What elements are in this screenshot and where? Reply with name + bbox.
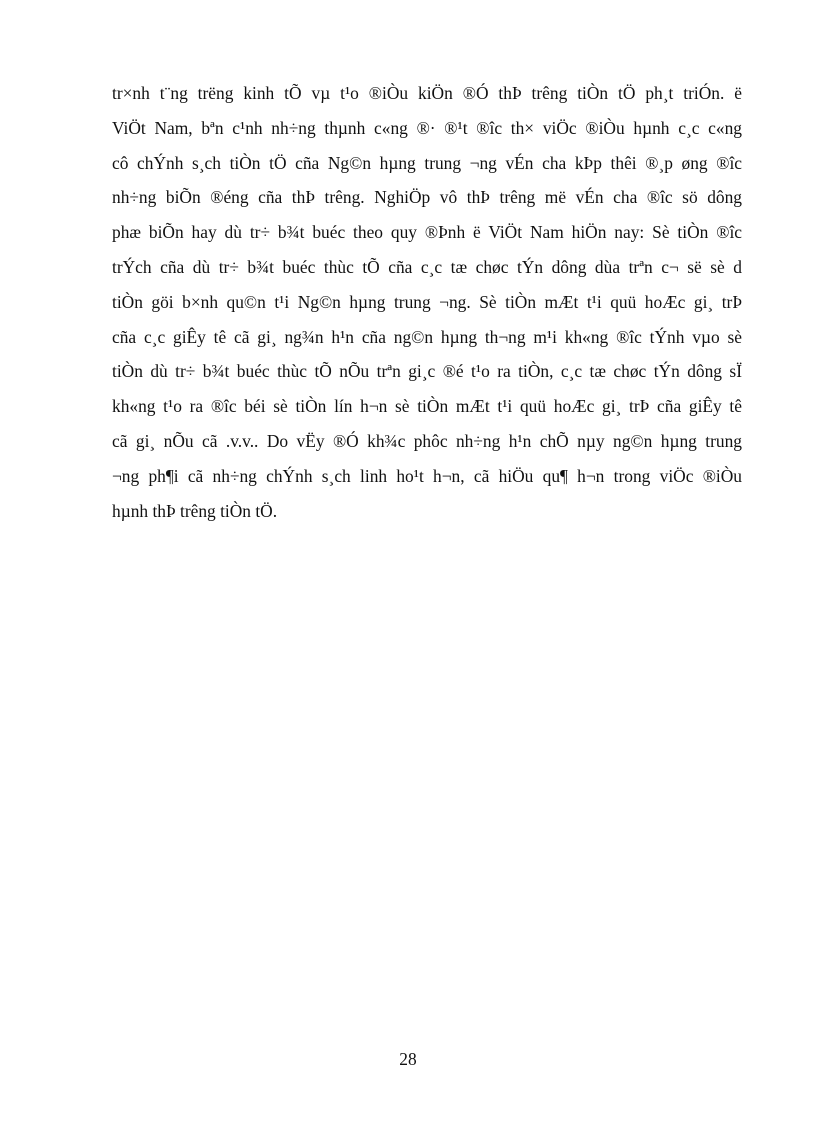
paragraph-line: cã gi¸ nÕu cã .v.v.. Do vËy ®Ó kh¾c phôc nh÷ng h¹n chÕ nµy ng©n hµng trung — [112, 430, 742, 451]
paragraph-line: kh«ng t¹o ra ®îc béi sè tiÒn lín h¬n sè tiÒn mÆt t¹i quü hoÆc gi¸ trÞ cña giÊy tê — [112, 396, 742, 417]
paragraph-line: tiÒn göi b×nh qu©n t¹i Ng©n hµng trung ¬ng. Sè tiÒn mÆt t¹i quü hoÆc gi¸ trÞ — [112, 291, 742, 312]
paragraph-line: cña c¸c giÊy tê cã gi¸ ng¾n h¹n cña ng©n hµng th¬ng m¹i kh«ng ®îc tÝnh vµo sè — [112, 326, 742, 347]
paragraph-line: nh÷ng biÕn ®éng cña thÞ trêng. NghiÖp vô thÞ trêng më vÉn cha ®îc sö dông — [112, 187, 742, 208]
paragraph-line: trÝch cña dù tr÷ b¾t buéc thùc tÕ cña c¸c tæ chøc tÝn dông dùa trªn c¬ së sè d — [112, 256, 742, 277]
paragraph-line: phæ biÕn hay dù tr÷ b¾t buéc theo quy ®Þnh ë ViÖt Nam hiÖn nay: Sè tiÒn ®îc — [112, 222, 742, 243]
paragraph-line: ¬ng ph¶i cã nh÷ng chÝnh s¸ch linh ho¹t h¬n, cã hiÖu qu¶ h¬n trong viÖc ®iÒu — [112, 465, 742, 486]
paragraph-line: tiÒn dù tr÷ b¾t buéc thùc tÕ nÕu trªn gi¸c ®é t¹o ra tiÒn, c¸c tæ chøc tÝn dông sÏ — [112, 361, 742, 382]
paragraph-line: tr×nh t¨ng trëng kinh tÕ vµ t¹o ®iÒu kiÖn ®Ó thÞ trêng tiÒn tÖ ph¸t triÓn. ë — [112, 83, 742, 103]
body-paragraph — [112, 76, 742, 528]
paragraph-line: hµnh thÞ trêng tiÒn tÖ. — [112, 500, 278, 521]
page-number: 28 — [399, 1049, 417, 1069]
paragraph-line: ViÖt Nam, bªn c¹nh nh÷ng thµnh c«ng ®· ®¹t ®îc th× viÖc ®iÒu hµnh c¸c c«ng — [112, 117, 742, 138]
paragraph-line: cô chÝnh s¸ch tiÒn tÖ cña Ng©n hµng trung ¬ng vÉn cha kÞp thêi ®¸p øng ®îc — [112, 152, 742, 173]
